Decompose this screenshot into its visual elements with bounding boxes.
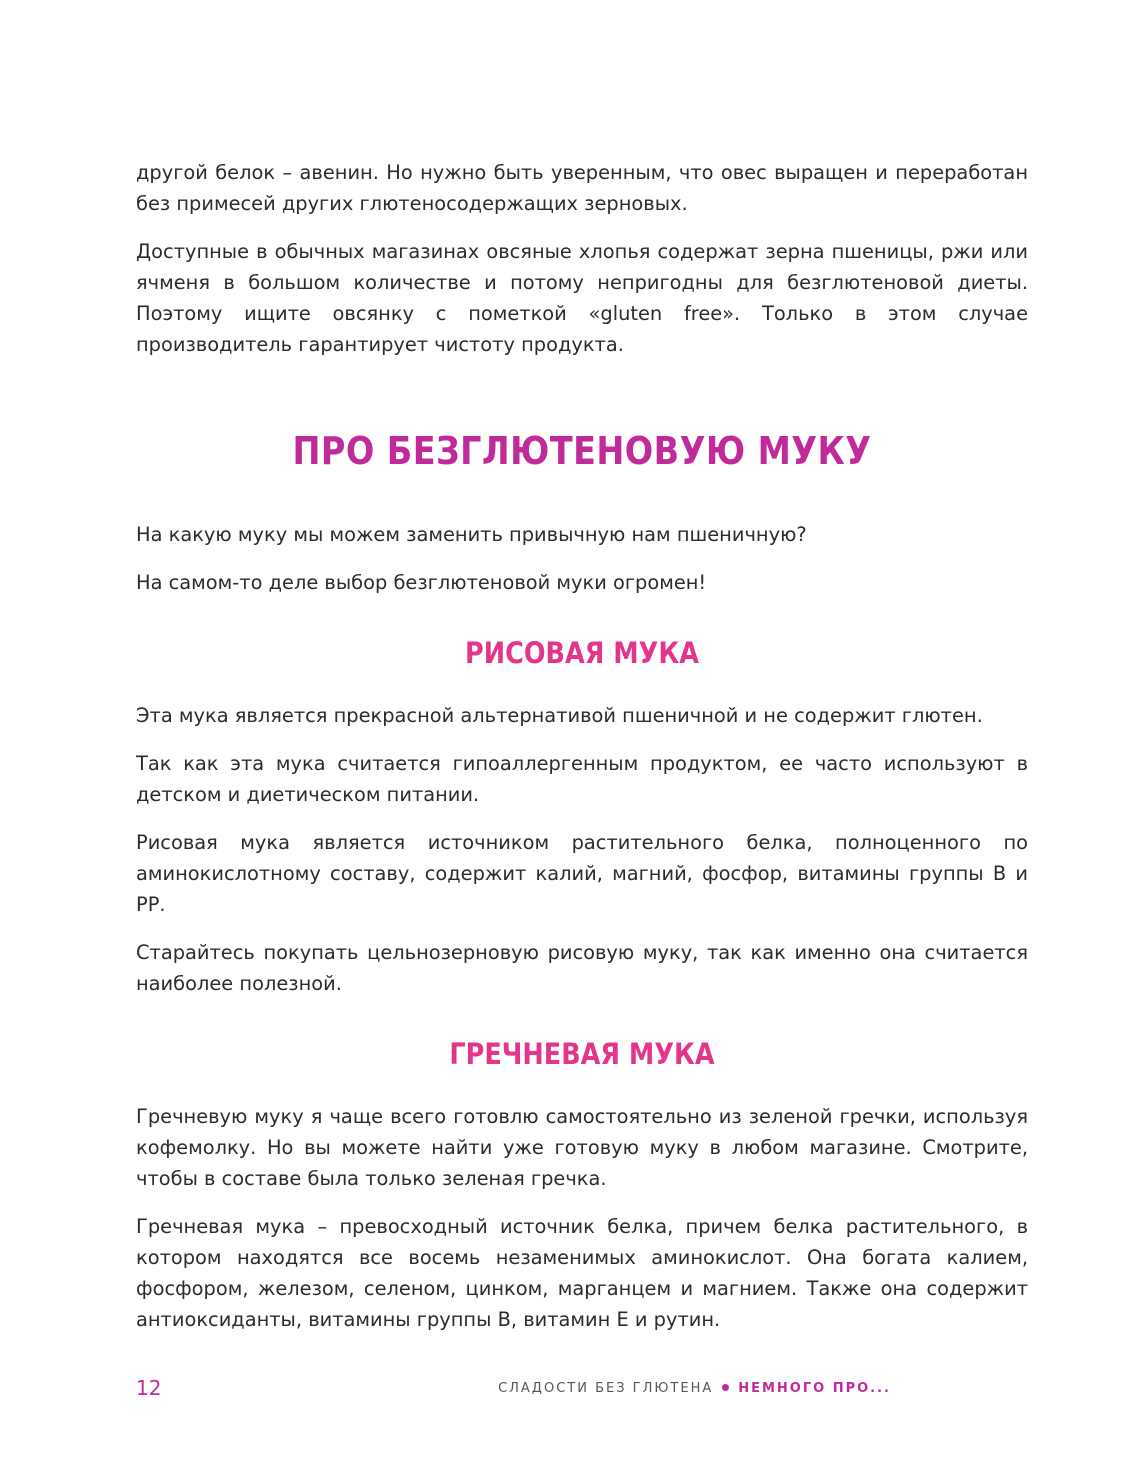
rice-flour-heading: РИСОВАЯ МУКА bbox=[465, 636, 699, 670]
intro-paragraph-1: другой белок – авенин. Но нужно быть уверенным, что овес выращен и переработан без примесей других глютеносодержащих зерновых. bbox=[136, 161, 1028, 215]
rice-paragraph-4: Старайтесь покупать цельнозерновую рисовую муку, так как именно она считается наиболее полезной. bbox=[136, 941, 1028, 995]
page-content bbox=[136, 157, 1028, 1352]
rice-paragraph-3: Рисовая мука является источником растительного белка, полноценного по аминокислотному составу, содержит калий, магний, фосфор, витамины группы В и РР. bbox=[136, 831, 1028, 916]
running-chapter-title: НЕМНОГО ПРО... bbox=[738, 1381, 891, 1396]
bullet-dot-icon bbox=[722, 1384, 729, 1391]
page-number: 12 bbox=[136, 1376, 162, 1400]
buckwheat-paragraph-2: Гречневая мука – превосходный источник белка, причем белка растительного, в котором находятся все восемь незаменимых аминокислот. Она богата калием, фосфором, железом, селеном, цинком, марганцем и магнием. Также она содержит антиоксиданты, витамины группы В, витамин Е и рутин. bbox=[136, 1215, 1028, 1331]
page-footer bbox=[136, 1373, 891, 1403]
buckwheat-flour-heading: ГРЕЧНЕВАЯ МУКА bbox=[449, 1037, 715, 1071]
rice-paragraph-1: Эта мука является прекрасной альтернативой пшеничной и не содержит глютен. bbox=[136, 704, 983, 727]
rice-paragraph-2: Так как эта мука считается гипоаллергенным продуктом, ее часто используют в детском и диетическом питании. bbox=[136, 752, 1028, 806]
section-paragraph-1: На какую муку мы можем заменить привычную нам пшеничную? bbox=[136, 523, 807, 546]
buckwheat-paragraph-1: Гречневую муку я чаще всего готовлю самостоятельно из зеленой гречки, используя кофемолку. Но вы можете найти уже готовую муку в любом магазине. Смотрите, чтобы в составе была только зеленая гречка. bbox=[136, 1105, 1028, 1190]
section-title: ПРО БЕЗГЛЮТЕНОВУЮ МУКУ bbox=[292, 429, 872, 473]
section-paragraph-2: На самом-то деле выбор безглютеновой муки огромен! bbox=[136, 571, 707, 594]
running-book-title: СЛАДОСТИ БЕЗ ГЛЮТЕНА bbox=[498, 1381, 714, 1396]
intro-paragraph-2: Доступные в обычных магазинах овсяные хлопья содержат зерна пшеницы, ржи или ячменя в большом количестве и потому непригодны для безглютеновой диеты. Поэтому ищите овсянку с пометкой «gluten free». Только в этом случае производитель гарантирует чистоту продукта. bbox=[136, 240, 1028, 356]
running-title bbox=[498, 1379, 891, 1399]
